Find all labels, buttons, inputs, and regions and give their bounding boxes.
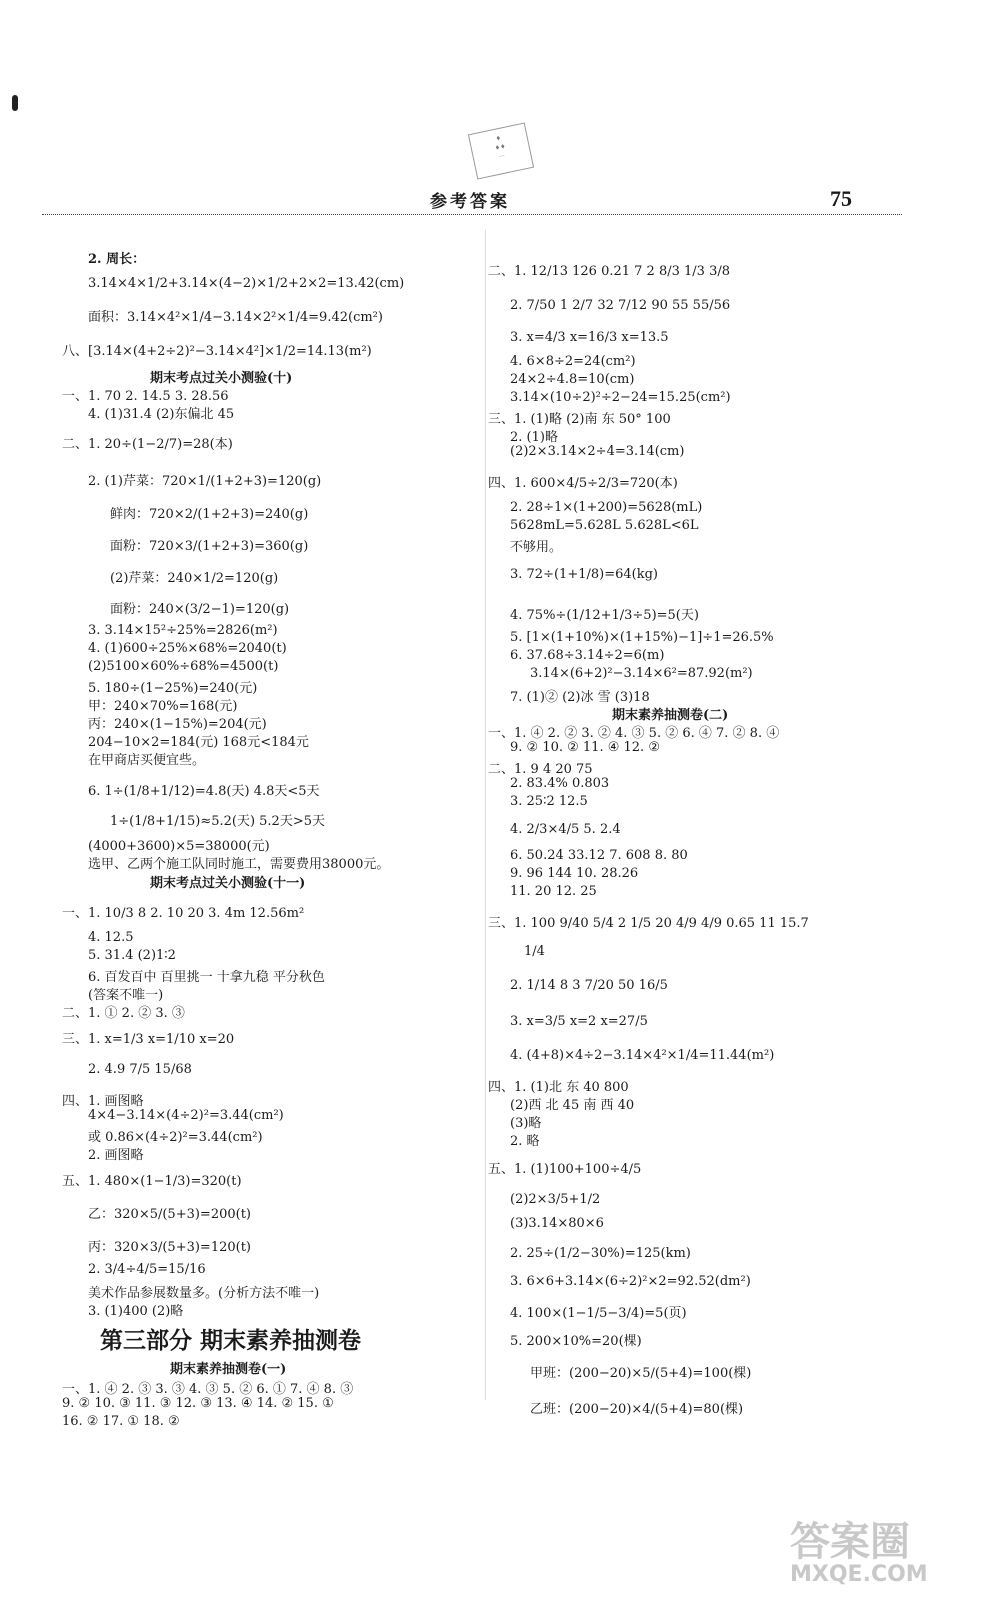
answer-line: 5. 180÷(1−25%)=240(元) [88,681,258,696]
answer-line: 2. 略 [510,1134,540,1149]
answer-line: 乙：320×5/(5+3)=200(t) [88,1207,252,1222]
publisher-stamp: ♦ ♦♦ ··· [468,122,534,179]
answer-line: 鲜肉：720×2/(1+2+3)=240(g) [110,507,309,522]
answer-line: (2)西 北 45 南 西 40 [510,1098,635,1113]
answer-line: 面粉：240×(3/2−1)=120(g) [110,602,290,617]
answer-line: 4. (4+8)×4÷2−3.14×4²×1/4=11.44(m²) [510,1048,775,1063]
answer-line: (4000+3600)×5=38000(元) [88,839,270,854]
binding-mark [12,95,18,111]
answer-line: 二、1. 12/13 126 0.21 7 2 8/3 1/3 3/8 [488,264,730,279]
page-number: 75 [830,186,852,211]
answer-line: 7. (1)② (2)冰 雪 (3)18 [510,690,650,705]
answer-line: 5. [1×(1+10%)×(1+15%)−1]÷1=26.5% [510,630,774,645]
answer-line: 2. 7/50 1 2/7 32 7/12 90 55 55/56 [510,298,731,313]
answer-line: 二、1. 20÷(1−2/7)=28(本) [62,437,233,452]
answer-line: 三、1. (1)略 (2)南 东 50° 100 [488,412,671,427]
answer-line: 11. 20 12. 25 [510,884,597,899]
answer-line: 16. ② 17. ① 18. ② [62,1414,180,1429]
answer-line: 在甲商店买便宜些。 [88,753,206,768]
answer-line: (2)2×3/5+1/2 [510,1192,601,1207]
answer-line: 面积：3.14×4²×1/4−3.14×2²×1/4=9.42(cm²) [88,310,383,325]
header-title: 参考答案 [430,192,510,212]
answer-line: 3. 3.14×15²÷25%=2826(m²) [88,623,278,638]
answer-line: 3.14×4×1/2+3.14×(4−2)×1/2+2×2=13.42(cm) [88,276,405,291]
answer-line: 2. 83.4% 0.803 [510,776,610,791]
answer-line: 3. x=4/3 x=16/3 x=13.5 [510,330,669,345]
answer-line: 三、1. x=1/3 x=1/10 x=20 [62,1032,235,1047]
section-title: 期末素养抽测卷(二) [612,708,729,723]
answer-line: 2. (1)略 [510,430,558,445]
answer-line: 一、1. ④ 2. ② 3. ② 4. ③ 5. ② 6. ④ 7. ② 8. ④ [488,726,780,741]
answer-line: 选甲、乙两个施工队同时施工，需要费用38000元。 [88,857,390,872]
answer-line: 2. 周长： [88,252,146,267]
answer-line: 6. 37.68÷3.14÷2=6(m) [510,648,665,663]
answer-line: 二、1. 9 4 20 75 [488,762,593,777]
answer-line: 4. 2/3×4/5 5. 2.4 [510,822,621,837]
answer-line: 乙班：(200−20)×4/(5+4)=80(棵) [530,1402,744,1417]
answer-line: (3)略 [510,1116,542,1131]
answer-line: 美术作品参展数量多。(分析方法不唯一) [88,1286,320,1301]
answer-line: (答案不唯一) [88,988,164,1003]
answer-line: (2)2×3.14×2÷4=3.14(cm) [510,444,685,459]
header-rule [42,214,902,215]
answer-line: 9. ② 10. ③ 11. ③ 12. ③ 13. ④ 14. ② 15. ① [62,1396,334,1411]
watermark-logo [780,1510,980,1590]
answer-line: 6. 百发百中 百里挑一 十拿九稳 平分秋色 [88,970,325,985]
answer-line: 3. (1)400 (2)略 [88,1304,184,1319]
answer-line: 4. 12.5 [88,930,134,945]
section-title: 期末素养抽测卷(一) [170,1362,287,1377]
answer-line: 五、1. (1)100+100÷4/5 [488,1162,642,1177]
answer-line: 一、1. 70 2. 14.5 3. 28.56 [62,389,229,404]
answer-line: 4. 75%÷(1/12+1/3÷5)=5(天) [510,608,699,623]
answer-line: 9. 96 144 10. 28.26 [510,866,639,881]
section-title: 期末考点过关小测验(十) [150,371,293,386]
answer-line: (2)5100×60%÷68%=4500(t) [88,659,279,674]
answer-line: 3. 72÷(1+1/8)=64(kg) [510,567,658,582]
answer-line: 2. 25÷(1/2−30%)=125(km) [510,1246,691,1261]
answer-line: 八、[3.14×(4+2÷2)²−3.14×4²]×1/2=14.13(m²) [62,344,372,359]
answer-line: 4. 100×(1−1/5−3/4)=5(页) [510,1306,687,1321]
answer-line: 四、1. 600×4/5÷2/3=720(本) [488,476,678,491]
answer-line: 3. 6×6+3.14×(6÷2)²×2=92.52(dm²) [510,1274,751,1289]
column-divider [485,230,486,1400]
answer-line: 6. 1÷(1/8+1/12)=4.8(天) 4.8天<5天 [88,784,320,799]
answer-line: 2. 1/14 8 3 7/20 50 16/5 [510,978,668,993]
answer-line: 4×4−3.14×(4÷2)²=3.44(cm²) [88,1108,284,1123]
part-title: 第三部分 期末素养抽测卷 [100,1328,362,1354]
answer-line: 三、1. 100 9/40 5/4 2 1/5 20 4/9 4/9 0.65 11 15.7 [488,916,809,931]
answer-line: 1/4 [524,944,545,959]
answer-line: 5. 200×10%=20(棵) [510,1334,642,1349]
answer-line: 2. 3/4÷4/5=15/16 [88,1262,206,1277]
answer-line: 2. (1)芹菜：720×1/(1+2+3)=120(g) [88,474,322,489]
answer-line: 一、1. 10/3 8 2. 10 20 3. 4m 12.56m² [62,906,305,921]
answer-line: 丙：320×3/(5+3)=120(t) [88,1240,252,1255]
answer-line: 2. 4.9 7/5 15/68 [88,1062,192,1077]
answer-line: 5628mL=5.628L 5.628L<6L [510,518,699,533]
answer-line: 不够用。 [510,540,563,555]
answer-line: 3.14×(10÷2)²÷2−24=15.25(cm²) [510,390,731,405]
answer-line: 二、1. ① 2. ② 3. ③ [62,1006,185,1021]
answer-line: 五、1. 480×(1−1/3)=320(t) [62,1174,242,1189]
answer-line: 甲：240×70%=168(元) [88,699,238,714]
answer-line: 5. 31.4 (2)1∶2 [88,948,176,963]
answer-line: 一、1. ④ 2. ③ 3. ③ 4. ③ 5. ② 6. ① 7. ④ 8. ③ [62,1382,354,1397]
watermark-text: 答案圈 [790,1519,910,1565]
answer-line: 3. 25∶2 12.5 [510,794,588,809]
answer-line: 4. (1)600÷25%×68%=2040(t) [88,641,287,656]
answer-line: 1÷(1/8+1/15)≈5.2(天) 5.2天>5天 [110,814,325,829]
answer-line: 2. 画图略 [88,1148,144,1163]
answer-line: 四、1. (1)北 东 40 800 [488,1080,629,1095]
answer-line: 或 0.86×(4÷2)²=3.44(cm²) [88,1130,263,1145]
answer-line: 4. (1)31.4 (2)东偏北 45 [88,407,235,422]
answer-line: 4. 6×8÷2=24(cm²) [510,354,636,369]
answer-line: 3.14×(6+2)²−3.14×6²=87.92(m²) [530,666,753,681]
answer-line: 2. 28÷1×(1+200)=5628(mL) [510,500,703,515]
answer-line: 24×2÷4.8=10(cm) [510,372,635,387]
answer-line: 204−10×2=184(元) 168元<184元 [88,735,309,750]
section-title: 期末考点过关小测验(十一) [150,876,306,891]
answer-line: 面粉：720×3/(1+2+3)=360(g) [110,539,309,554]
answer-line: (3)3.14×80×6 [510,1216,604,1231]
answer-line: (2)芹菜：240×1/2=120(g) [110,571,279,586]
answer-line: 9. ② 10. ② 11. ④ 12. ② [510,740,660,755]
answer-line: 6. 50.24 33.12 7. 608 8. 80 [510,848,688,863]
answer-line: 甲班：(200−20)×5/(5+4)=100(棵) [530,1366,752,1381]
answer-line: 丙：240×(1−15%)=204(元) [88,717,267,732]
watermark-url: MXQE.COM [790,1562,928,1587]
answer-line: 四、1. 画图略 [62,1094,144,1109]
answer-line: 3. x=3/5 x=2 x=27/5 [510,1014,648,1029]
